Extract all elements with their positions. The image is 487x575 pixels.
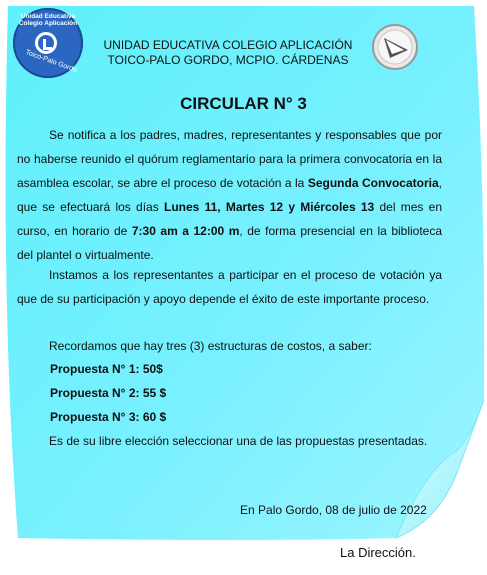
school-name-line1: UNIDAD EDUCATIVA COLEGIO APLICACIÓN bbox=[103, 38, 353, 52]
paragraph-convocatoria: Se notifica a los padres, madres, representantes y responsables que por no haberse reunido el quórum reglamentario para la primera convocatoria en la asamblea escolar, se abre el proceso de votación a la Segunda Convocatoria, que se efectuará los días Lunes 11, Martes 12 y Miércoles 13 del mes en curso, en horario de 7:30 am a 12:00 m, de forma presencial en la biblioteca del plantel o virtualmente. bbox=[17, 128, 443, 262]
paragraph-choice: Es de su libre elección seleccionar una de las propuestas presentadas. bbox=[49, 434, 428, 448]
paper-plane-seal-icon bbox=[370, 20, 420, 75]
paragraph-participation: Instamos a los representantes a participar en el proceso de votación ya que de su participación y apoyo depende el éxito de este importante proceso. bbox=[17, 268, 442, 306]
paragraph-structures: Recordamos que hay tres (3) estructuras de costos, a saber: bbox=[49, 339, 372, 353]
date-line: En Palo Gordo, 08 de julio de 2022 bbox=[240, 503, 427, 517]
proposal-item: Propuesta N° 2: 55 $ bbox=[50, 386, 167, 400]
school-logo bbox=[13, 8, 83, 78]
logo-top-text: Unidad Educativa Colegio Aplicación bbox=[18, 13, 78, 27]
proposal-item: Propuesta N° 3: 60 $ bbox=[50, 410, 167, 424]
school-name-line2: TOICO-PALO GORDO, MCPIO. CÁRDENAS bbox=[107, 53, 349, 67]
signature: La Dirección. bbox=[340, 545, 416, 560]
circular-title: CIRCULAR N° 3 bbox=[180, 94, 307, 113]
logo-bottom-text: Toico-Palo Gordo bbox=[24, 48, 78, 75]
proposal-item: Propuesta N° 1: 50$ bbox=[50, 362, 163, 376]
logo-emblem-icon bbox=[35, 32, 57, 54]
school-name bbox=[92, 38, 364, 68]
